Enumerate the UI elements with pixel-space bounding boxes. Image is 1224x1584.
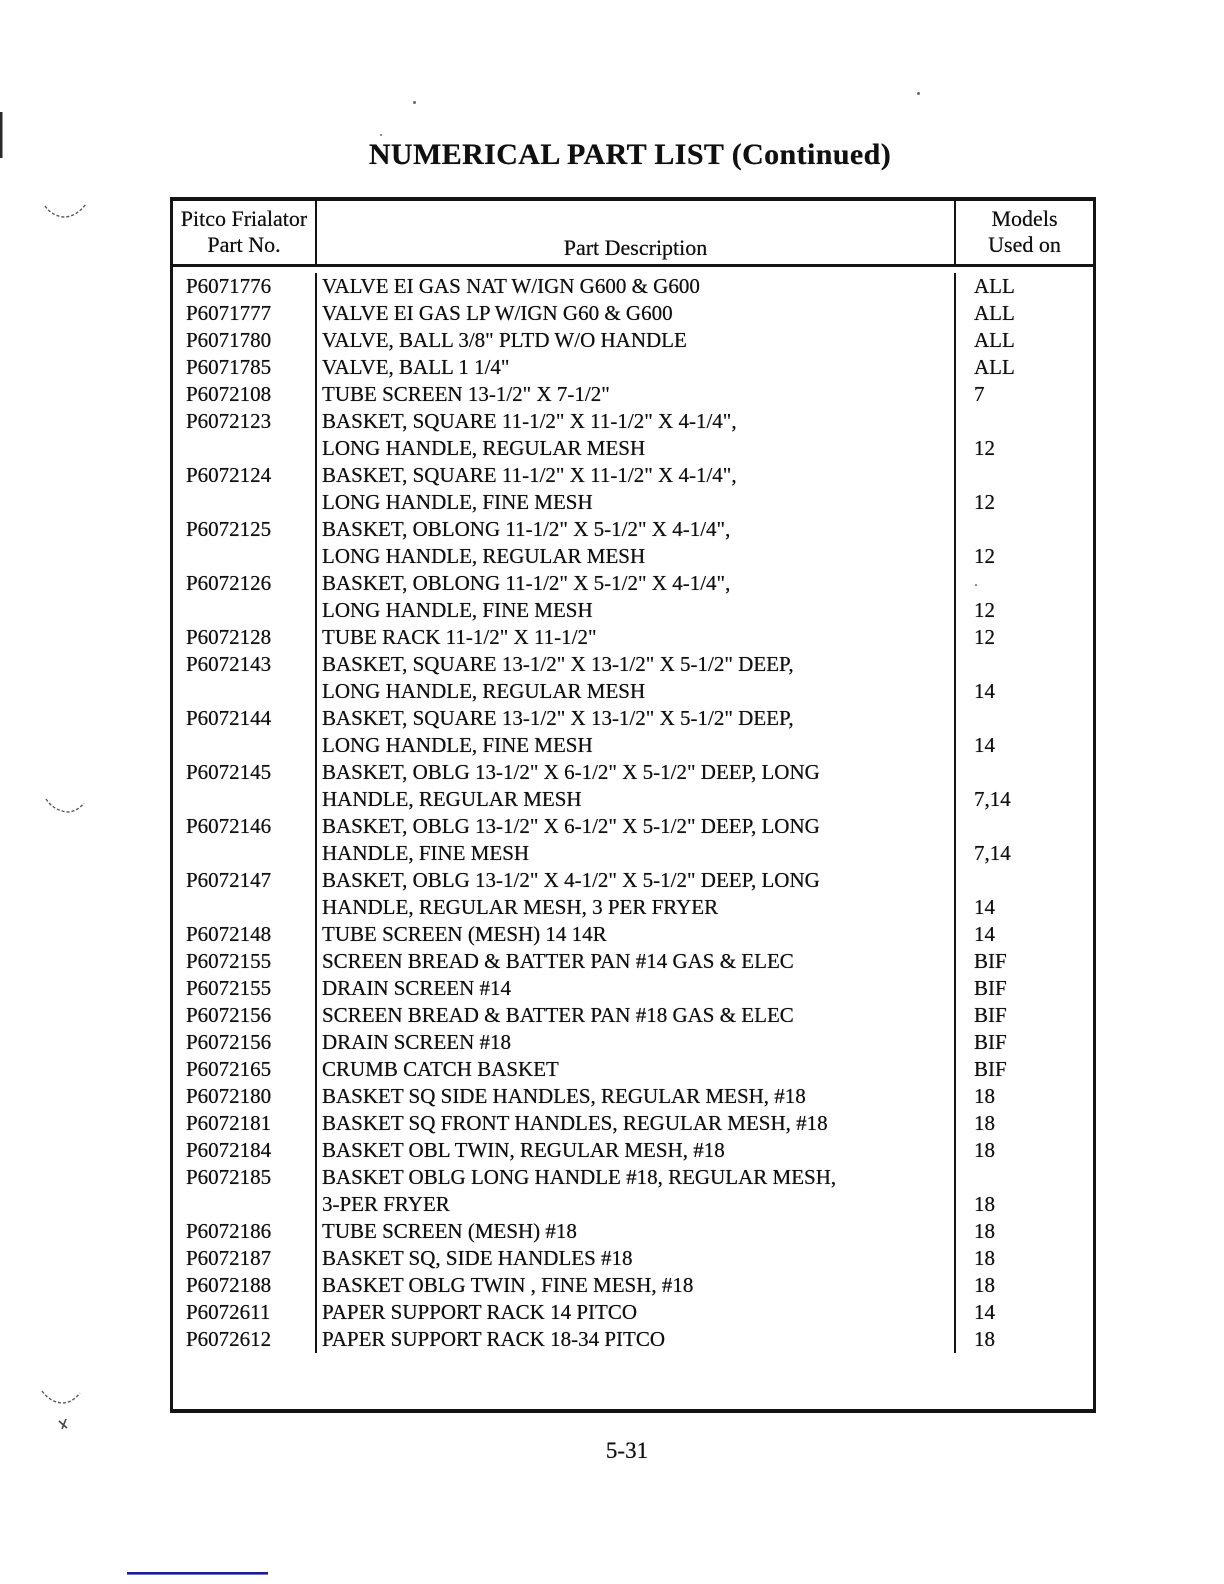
description-cell: TUBE SCREEN 13-1/2" X 7-1/2" — [315, 381, 956, 408]
page-number: 5-31 — [605, 1438, 649, 1463]
table-row — [173, 1056, 1093, 1083]
models-cell: BIF — [974, 976, 1007, 1000]
table-row — [173, 1029, 1093, 1056]
models-cell: BIF — [974, 1030, 1007, 1054]
description-cell: BASKET SQ FRONT HANDLES, REGULAR MESH, #18 — [315, 1110, 956, 1137]
models-cell: BIF — [974, 949, 1007, 973]
table-row — [173, 1245, 1093, 1272]
models-cell: 18 — [974, 1246, 995, 1270]
table-row — [173, 1083, 1093, 1110]
description-cell: BASKET SQ SIDE HANDLES, REGULAR MESH, #18 — [315, 1083, 956, 1110]
description-cell: TUBE RACK 11-1/2" X 11-1/2" — [315, 624, 956, 651]
part-number-cell: P6072188 — [186, 1273, 272, 1297]
scan-speck — [413, 101, 416, 104]
part-number-cell: P6072156 — [186, 1030, 272, 1054]
models-cell: 7 — [974, 382, 985, 406]
table-row — [173, 1272, 1093, 1299]
table-row — [173, 651, 1093, 705]
models-cell: 12 — [974, 490, 995, 514]
table-row — [173, 975, 1093, 1002]
models-cell: 18 — [974, 1273, 995, 1297]
table-row — [173, 1326, 1093, 1353]
description-cell: BASKET, SQUARE 11-1/2" X 11-1/2" X 4-1/4", LONG HANDLE, FINE MESH — [315, 462, 956, 516]
description-cell: VALVE EI GAS NAT W/IGN G600 & G600 — [315, 273, 956, 300]
scan-speck — [975, 584, 977, 586]
models-cell: 14 — [974, 679, 995, 703]
part-number-cell: P6072611 — [186, 1300, 271, 1324]
table-row — [173, 705, 1093, 759]
description-cell: SCREEN BREAD & BATTER PAN #18 GAS & ELEC — [315, 1002, 956, 1029]
description-cell: BASKET, SQUARE 11-1/2" X 11-1/2" X 4-1/4", LONG HANDLE, REGULAR MESH — [315, 408, 956, 462]
pen-tick-mark — [59, 1419, 67, 1429]
part-number-cell: P6072185 — [186, 1165, 272, 1189]
description-cell: BASKET, OBLG 13-1/2" X 4-1/2" X 5-1/2" DEEP, LONG HANDLE, REGULAR MESH, 3 PER FRYER — [315, 867, 956, 921]
description-cell: BASKET, SQUARE 13-1/2" X 13-1/2" X 5-1/2" DEEP, LONG HANDLE, REGULAR MESH — [315, 651, 956, 705]
description-cell: BASKET, OBLG 13-1/2" X 6-1/2" X 5-1/2" DEEP, LONG HANDLE, FINE MESH — [315, 813, 956, 867]
table-row — [173, 1299, 1093, 1326]
table-row — [173, 408, 1093, 462]
description-cell: SCREEN BREAD & BATTER PAN #14 GAS & ELEC — [315, 948, 956, 975]
part-number-cell: P6072143 — [186, 652, 272, 676]
part-number-cell: P6072108 — [186, 382, 272, 406]
models-cell: 18 — [974, 1192, 995, 1216]
description-cell: VALVE EI GAS LP W/IGN G60 & G600 — [315, 300, 956, 327]
description-cell: PAPER SUPPORT RACK 14 PITCO — [315, 1299, 956, 1326]
part-number-cell: P6072165 — [186, 1057, 272, 1081]
table-row — [173, 381, 1093, 408]
part-number-cell: P6072186 — [186, 1219, 272, 1243]
page-title: NUMERICAL PART LIST (Continued) — [368, 138, 892, 171]
models-cell: 12 — [974, 625, 995, 649]
scan-speck — [380, 134, 382, 136]
models-cell: 18 — [974, 1111, 995, 1135]
part-number-cell: P6072155 — [186, 976, 272, 1000]
models-cell: BIF — [974, 1057, 1007, 1081]
part-number-cell: P6072128 — [186, 625, 272, 649]
table-body — [173, 267, 1093, 1409]
models-cell: 18 — [974, 1138, 995, 1162]
description-cell: BASKET, OBLONG 11-1/2" X 5-1/2" X 4-1/4", LONG HANDLE, FINE MESH — [315, 570, 956, 624]
models-cell: ALL — [974, 328, 1015, 352]
handwritten-squiggle-top — [45, 204, 86, 217]
table-row — [173, 300, 1093, 327]
table-row — [173, 813, 1093, 867]
table-row — [173, 921, 1093, 948]
part-number-cell: P6072124 — [186, 463, 272, 487]
models-cell: 12 — [974, 436, 995, 460]
table-row — [173, 867, 1093, 921]
table-header-row — [173, 201, 1093, 267]
table-row — [173, 354, 1093, 381]
description-cell: BASKET OBLG TWIN , FINE MESH, #18 — [315, 1272, 956, 1299]
table-row — [173, 759, 1093, 813]
part-number-cell: P6071780 — [186, 328, 272, 352]
models-cell: ALL — [974, 301, 1015, 325]
part-number-cell: P6071777 — [186, 301, 272, 325]
models-cell: ALL — [974, 274, 1015, 298]
models-cell: 7,14 — [974, 787, 1011, 811]
description-cell: TUBE SCREEN (MESH) #18 — [315, 1218, 956, 1245]
models-cell: 14 — [974, 1300, 995, 1324]
models-cell: 14 — [974, 922, 995, 946]
description-cell: VALVE, BALL 3/8" PLTD W/O HANDLE — [315, 327, 956, 354]
description-cell: BASKET, SQUARE 13-1/2" X 13-1/2" X 5-1/2" DEEP, LONG HANDLE, FINE MESH — [315, 705, 956, 759]
part-number-cell: P6072125 — [186, 517, 272, 541]
part-number-cell: P6072123 — [186, 409, 272, 433]
part-number-cell: P6071776 — [186, 274, 272, 298]
part-number-cell: P6072156 — [186, 1003, 272, 1027]
part-number-cell: P6071785 — [186, 355, 272, 379]
handwritten-squiggle-middle — [46, 799, 84, 812]
description-cell: CRUMB CATCH BASKET — [315, 1056, 956, 1083]
description-cell: DRAIN SCREEN #14 — [315, 975, 956, 1002]
part-number-cell: P6072187 — [186, 1246, 272, 1270]
table-row — [173, 1137, 1093, 1164]
scan-speck — [917, 92, 920, 95]
description-cell: BASKET SQ, SIDE HANDLES #18 — [315, 1245, 956, 1272]
table-row — [173, 516, 1093, 570]
models-cell: 18 — [974, 1219, 995, 1243]
part-number-cell: P6072184 — [186, 1138, 272, 1162]
part-number-cell: P6072148 — [186, 922, 272, 946]
table-row — [173, 570, 1093, 624]
table-row — [173, 462, 1093, 516]
table-row — [173, 327, 1093, 354]
handwritten-squiggle-bottom — [42, 1391, 80, 1403]
models-cell: ALL — [974, 355, 1015, 379]
models-cell: 14 — [974, 895, 995, 919]
description-cell: BASKET OBLG LONG HANDLE #18, REGULAR MESH, 3-PER FRYER — [315, 1164, 956, 1218]
part-number-cell: P6072155 — [186, 949, 272, 973]
description-cell: DRAIN SCREEN #18 — [315, 1029, 956, 1056]
header-part-description: Part Description — [315, 201, 956, 264]
table-row — [173, 1002, 1093, 1029]
models-cell: BIF — [974, 1003, 1007, 1027]
description-cell: BASKET OBL TWIN, REGULAR MESH, #18 — [315, 1137, 956, 1164]
description-cell: BASKET, OBLG 13-1/2" X 6-1/2" X 5-1/2" DEEP, LONG HANDLE, REGULAR MESH — [315, 759, 956, 813]
part-number-cell: P6072146 — [186, 814, 272, 838]
description-cell: BASKET, OBLONG 11-1/2" X 5-1/2" X 4-1/4", LONG HANDLE, REGULAR MESH — [315, 516, 956, 570]
models-cell: 14 — [974, 733, 995, 757]
part-number-cell: P6072144 — [186, 706, 272, 730]
models-cell: 18 — [974, 1084, 995, 1108]
models-cell: 18 — [974, 1327, 995, 1351]
part-number-cell: P6072145 — [186, 760, 272, 784]
left-edge-scan-line — [0, 112, 3, 158]
models-cell: 12 — [974, 544, 995, 568]
part-number-cell: P6072612 — [186, 1327, 272, 1351]
description-cell: VALVE, BALL 1 1/4" — [315, 354, 956, 381]
header-models-used-on: Models Used on — [988, 206, 1061, 257]
table-row — [173, 948, 1093, 975]
table-row — [173, 1164, 1093, 1218]
part-number-cell: P6072181 — [186, 1111, 272, 1135]
numerical-part-list-table — [170, 197, 1096, 1413]
table-row — [173, 1110, 1093, 1137]
blue-underline-mark — [127, 1572, 268, 1575]
table-row — [173, 1218, 1093, 1245]
part-number-cell: P6072147 — [186, 868, 272, 892]
table-row — [173, 624, 1093, 651]
header-part-no: Pitco Frialator Part No. — [180, 206, 308, 257]
models-cell: 12 — [974, 598, 995, 622]
models-cell: 7,14 — [974, 841, 1011, 865]
part-number-cell: P6072126 — [186, 571, 272, 595]
part-number-cell: P6072180 — [186, 1084, 272, 1108]
table-row — [173, 273, 1093, 300]
description-cell: TUBE SCREEN (MESH) 14 14R — [315, 921, 956, 948]
description-cell: PAPER SUPPORT RACK 18-34 PITCO — [315, 1326, 956, 1353]
